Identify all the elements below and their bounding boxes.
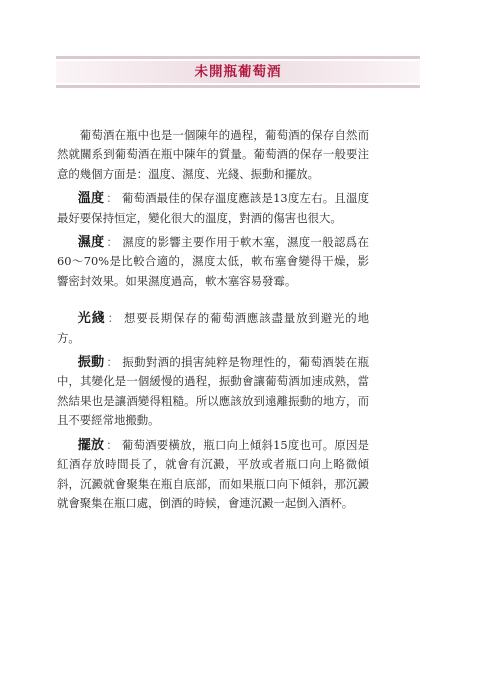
item-text: 振動對酒的損害純粹是物理性的，葡萄酒裝在瓶中，其變化是一個緩慢的過程，振動會讓葡萄酒加速成熟，當然結果也是讓酒變得粗糙。所以應該放到遠離振動的地方，而且不要經常地搬動。 bbox=[57, 355, 369, 428]
page-title: 未開瓶葡萄酒 bbox=[194, 64, 282, 80]
item-text: 葡萄酒要橫放，瓶口向上傾斜15度也可。原因是紅酒存放時間長了，就會有沉澱，平放或者瓶口向上略微傾斜，沉澱就會聚集在瓶自底部，而如果瓶口向下傾斜，那沉澱就會聚集在瓶口處，倒酒的時候，會連沉澱一起倒入酒杯。 bbox=[57, 437, 369, 510]
term-separator: ： bbox=[107, 311, 120, 326]
item-vibration bbox=[57, 353, 369, 431]
banner-top-rule bbox=[56, 56, 420, 59]
intro-paragraph: 葡萄酒在瓶中也是一個陳年的過程，葡萄酒的保存自然而然就關系到葡萄酒在瓶中陳年的質量。葡萄酒的保存一般要注意的幾個方面是：溫度、濕度、光綫、振動和擺放。 bbox=[57, 128, 369, 181]
item-text: 濕度的影響主要作用于軟木塞，濕度一般認爲在60～70%是比較合適的，濕度太低，軟布塞會變得干燥，影響密封效果。如果濕度過高，軟木塞容易發霉。 bbox=[57, 235, 369, 288]
term-label: 光綫 bbox=[77, 311, 106, 327]
item-placement bbox=[57, 436, 369, 514]
term-separator: ： bbox=[106, 235, 119, 250]
item-text: 葡萄酒最佳的保存溫度應該是13度左右。且溫度最好要保持恒定，變化很大的溫度，對酒的傷害也很大。 bbox=[57, 191, 369, 225]
term-label: 濕度 bbox=[77, 235, 105, 251]
term-separator: ： bbox=[106, 437, 118, 452]
title-banner bbox=[56, 56, 420, 88]
article-body bbox=[57, 126, 369, 518]
term-label: 擺放 bbox=[77, 437, 105, 453]
item-humidity bbox=[57, 233, 369, 291]
term-label: 振動 bbox=[77, 355, 105, 371]
item-light bbox=[57, 309, 369, 348]
banner-bottom-rule bbox=[56, 85, 420, 88]
term-label: 溫度 bbox=[77, 191, 105, 207]
item-temperature bbox=[57, 189, 369, 228]
item-text: 想要長期保存的葡萄酒應該盡量放到避光的地方。 bbox=[57, 311, 369, 345]
term-separator: ： bbox=[106, 355, 119, 370]
term-separator: ： bbox=[106, 191, 118, 206]
